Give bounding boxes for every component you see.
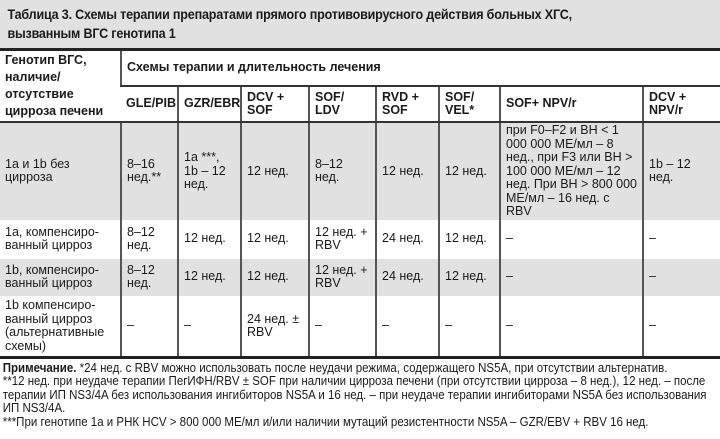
table-cell: 8–12 нед. xyxy=(309,122,376,220)
table-cell: – xyxy=(121,296,178,357)
table-cell: 12 нед. xyxy=(439,258,500,296)
table-cell: – xyxy=(643,220,720,258)
table-cell: 12 нед. xyxy=(178,220,241,258)
table-row xyxy=(0,220,720,258)
table-cell: – xyxy=(178,296,241,357)
table-cell: – xyxy=(643,258,720,296)
note-1-text: *24 нед. с RBV можно использовать после неудачи режима, содержащего NS5A, при отсутствии альтернатив. xyxy=(76,360,668,375)
title-line-1: Таблица 3. Схемы терапии препаратами прямого противовирусного действия больных ХГС, xyxy=(7,7,572,22)
note-2: **12 нед. при неудаче терапии ПегИФН/RBV ± SOF при наличии цирроза печени (при отсутствии цирроза – 8 нед.), 12 нед. – после терапии ИП NS3/4A без использования ингибиторов NS5A и 16 нед. – при неудаче терапии ингибиторами NS5A без использования ИП NS3/4A. xyxy=(2,374,707,416)
table-cell: 12 нед. xyxy=(241,258,309,296)
note-1 xyxy=(3,362,720,376)
table-cell: 12 нед. + RBV xyxy=(309,258,376,296)
note-label: Примечание. xyxy=(2,360,77,375)
table-cell: 24 нед. xyxy=(376,258,439,296)
table-cell: 12 нед. + RBV xyxy=(309,220,376,258)
table-row xyxy=(0,122,720,220)
therapy-table xyxy=(0,48,720,359)
col-header-gle-pib: GLE/PIB xyxy=(121,86,178,122)
table-notes xyxy=(0,359,720,430)
row-label: 1b компенсированный цирроз (альтернативные схемы) xyxy=(0,296,121,357)
col-header-sof-ldv: SOF/ LDV xyxy=(309,86,376,122)
row-label: 1b, компенсированный цирроз xyxy=(0,258,121,296)
table-cell: – xyxy=(500,258,643,296)
table-cell: 8–16 нед.** xyxy=(121,122,178,220)
table-cell: 1а ***, 1b – 12 нед. xyxy=(178,122,241,220)
table-cell: – xyxy=(309,296,376,357)
row-label: 1а и 1b без цирроза xyxy=(0,122,121,220)
table-cell: 24 нед. xyxy=(376,220,439,258)
table-cell: 12 нед. xyxy=(439,220,500,258)
table-cell: 8–12 нед. xyxy=(121,258,178,296)
table-row xyxy=(0,258,720,296)
title-line-2: вызванным ВГС генотипа 1 xyxy=(7,26,176,41)
table-cell: – xyxy=(500,296,643,357)
table-cell: 12 нед. xyxy=(178,258,241,296)
table-cell: при F0–F2 и ВН < 1 000 000 МЕ/мл – 8 нед., при F3 или ВН > 100 000 МЕ/мл – 12 нед. При ВН > 800 000 МЕ/мл – 16 нед. с RBV xyxy=(500,122,643,220)
col-header-dcv-sof: DCV + SOF xyxy=(241,86,309,122)
col-header-sof-vel: SOF/ VEL* xyxy=(439,86,500,122)
col-header-sof-npv: SOF+ NPV/r xyxy=(500,86,643,122)
table-cell: 1b – 12 нед. xyxy=(643,122,720,220)
table-cell: 12 нед. xyxy=(376,122,439,220)
table-cell: 24 нед. ± RBV xyxy=(241,296,309,357)
col-header-rvd-sof: RVD + SOF xyxy=(376,86,439,122)
table-cell: 12 нед. xyxy=(439,122,500,220)
table-row xyxy=(0,296,720,357)
table-title xyxy=(0,0,720,48)
row-label: 1а, компенсированный цирроз xyxy=(0,220,121,258)
col-header-gzr-ebr: GZR/EBR xyxy=(178,86,241,122)
col-header-dcv-npv: DCV + NPV/r xyxy=(643,86,720,122)
table-cell: 12 нед. xyxy=(241,220,309,258)
table-cell: – xyxy=(439,296,500,357)
table-cell: 12 нед. xyxy=(241,122,309,220)
group-header-therapy: Схемы терапии и длительность лечения xyxy=(121,50,720,87)
table-cell: – xyxy=(500,220,643,258)
table-cell: – xyxy=(376,296,439,357)
table-cell: 8–12 нед. xyxy=(121,220,178,258)
row-header-genotype: Генотип ВГС, наличие/ отсутствие цирроза печени xyxy=(0,50,121,123)
note-3: ***При генотипе 1а и РНК HCV > 800 000 МЕ/мл и/или наличии мутаций резистентности NS5A – GZR/EBV + RBV 16 нед. xyxy=(2,414,649,429)
table-cell: – xyxy=(643,296,720,357)
